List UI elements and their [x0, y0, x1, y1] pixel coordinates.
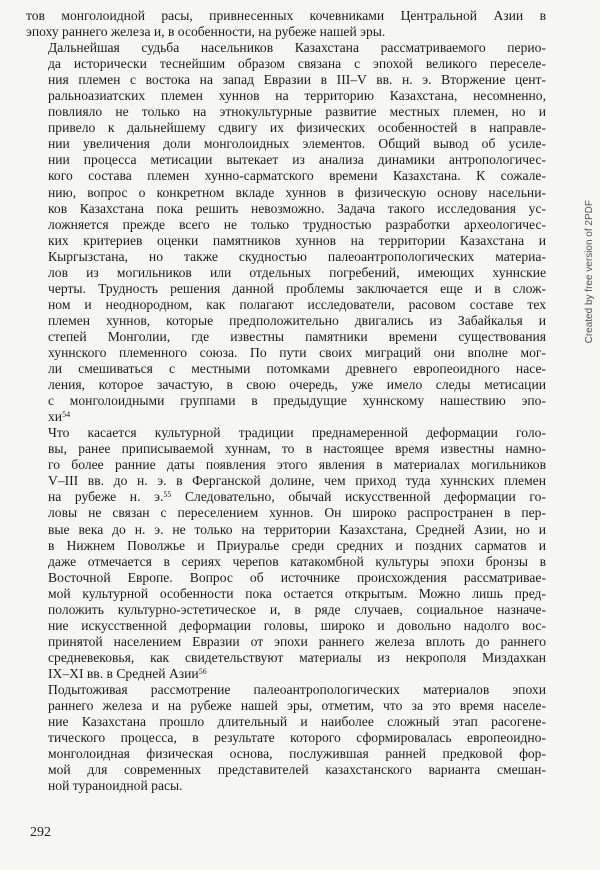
text-line: Что касается культурной традиции преднамеренной деформации голо- — [48, 425, 546, 441]
text-line: с монголоидными группами в предыдущие хуннскому нашествию эпо- — [48, 393, 546, 409]
text-fragment: IX–XI вв. в Средней Азии — [48, 665, 199, 681]
text-line: тического процесса, в результате которого сформировалась европеоидно- — [48, 730, 546, 746]
text-line: ние Казахстана прошло длительный и наиболее сложный этап расогене- — [48, 714, 546, 730]
text-line: мой для современных представителей казахстанского варианта смешан- — [48, 762, 546, 778]
text-line: эпоху раннего железа и, в особенности, на рубеже нашей эры. — [26, 24, 386, 40]
text-line: ли смешиваться с местными потомками древнего европеоидного насе- — [48, 361, 546, 377]
text-line: ков Казахстана пока решить невозможно. Задача такого исследования ус- — [48, 200, 546, 216]
watermark: Created by free version of 2PDF — [584, 200, 595, 344]
text-line: положить культурно-эстетическое и, в ряде случаев, социальное назначе- — [48, 601, 546, 617]
text-line: привело к дальнейшему сдвигу их физических особенностей в направле- — [48, 120, 546, 136]
text-line: в Нижнем Поволжье и Приуралье среди средних и поздних сарматов и — [48, 537, 546, 553]
text-line: нии увеличения доли монголоидных элементов. Общий вывод об усиле- — [48, 136, 546, 152]
paragraph — [26, 40, 546, 425]
text-line: степей Монголии, где известны памятники времени существования — [48, 328, 546, 344]
text-line: го более ранние даты появления этого явления в материалах могильников — [48, 457, 546, 473]
text-line: ние искусственной деформации головы, широко и довольно надолго вос- — [48, 617, 546, 633]
text-line: средневековья, как свидетельствуют материалы из некрополя Миздахкан — [48, 649, 546, 665]
text-line: кого состава племен хунно-сарматского времени Казахстана. К сожале- — [48, 168, 546, 184]
text-fragment: на рубеже н. э. — [48, 489, 164, 505]
text-line: ной туранoидной расы. — [48, 778, 183, 794]
text-line: племен хуннов, которые предположительно двигались из Забайкалья и — [48, 312, 546, 328]
footnote-ref: 54 — [62, 410, 71, 420]
text-line: ложняется прежде всего не только трудностью разработки археологичес- — [48, 216, 546, 232]
text-line: ления, которое зачастую, в свою очередь, уже имело следы метисации — [48, 377, 546, 393]
text-line: повлияло не только на этнокультурные развитие местных племен, но и — [48, 104, 546, 120]
document-body — [26, 8, 546, 794]
text-line: нию, вопрос о конкретном вкладе хуннов в физическую основу насельни- — [48, 184, 546, 200]
text-line: Дальнейшая судьба насельников Казахстана рассматриваемого перио- — [48, 40, 546, 56]
text-line: вы, ранее приписываемой хуннам, то в настоящее время известны намно- — [48, 441, 546, 457]
text-line: черты. Трудность решения данной проблемы заключается еще и в слож- — [48, 280, 546, 296]
text-line: даже отмечается в сериях черепов катакомбной культуры эпохи бронзы в — [48, 553, 546, 569]
text-line: Кыргызстана, но также скудностью палеоантропологических материа- — [48, 248, 546, 264]
text-line: ловы не связан с переселением хуннов. Он широко распространен в пер- — [48, 505, 546, 521]
text-line: нии процесса метисации вытекает из анализа динамики антропологичес- — [48, 152, 546, 168]
text-line — [26, 409, 546, 425]
text-line: да исторически теснейшим образом связана с эпохой великого переселе- — [48, 56, 546, 72]
text-line: Восточной Европе. Вопрос об источнике происхождения рассматривае- — [48, 569, 546, 585]
text-line: принятой населением Евразии от эпохи раннего железа вплоть до раннего — [48, 633, 546, 649]
paragraph — [26, 8, 546, 40]
footnote-ref: 56 — [198, 666, 207, 676]
text-line: Подытоживая рассмотрение палеоантропологических материалов эпохи — [48, 681, 546, 697]
paragraph — [26, 425, 546, 682]
text-fragment: хи — [48, 409, 63, 425]
text-line: хуннского племенного союза. По пути своих миграций они вполне мог- — [48, 344, 546, 360]
text-line: V–III вв. до н. э. в Ферганской долине, чем приход туда хуннских племен — [48, 473, 546, 489]
text-line: ния племен с востока на запад Евразии в III–V вв. н. э. Вторжение цент- — [48, 72, 546, 88]
text-line: вые века до н. э. не только на территории Казахстана, Средней Азии, но и — [48, 521, 546, 537]
text-line — [26, 489, 546, 505]
text-line: ном и неоднородном, как полагают исследователи, расовом составе тех — [48, 296, 546, 312]
text-line: ких критериев оценки памятников хуннов на территории Казахстана и — [48, 232, 546, 248]
text-fragment: Следовательно, обычай искусственной деформации го- — [171, 489, 546, 505]
text-line — [26, 666, 546, 682]
page-number: 292 — [30, 825, 51, 840]
text-line: раннего железа и на рубеже нашей эры, отметим, что за это время населе- — [48, 698, 546, 714]
text-line: мой культурной особенности пока остается открытым. Можно лишь пред- — [48, 585, 546, 601]
text-line: лов из могильников или отдельных погребений, имеющих хуннские — [48, 264, 546, 280]
text-line: монголоидная физическая основа, послужившая ранней предковой фор- — [48, 746, 546, 762]
text-line: ральноазиатских племен хуннов на территорию Казахстана, несомненно, — [48, 88, 546, 104]
footnote-ref: 55 — [163, 490, 172, 500]
paragraph — [26, 682, 546, 794]
text-line: тов монголоидной расы, привнесенных кочевниками Центральной Азии в — [26, 8, 546, 23]
